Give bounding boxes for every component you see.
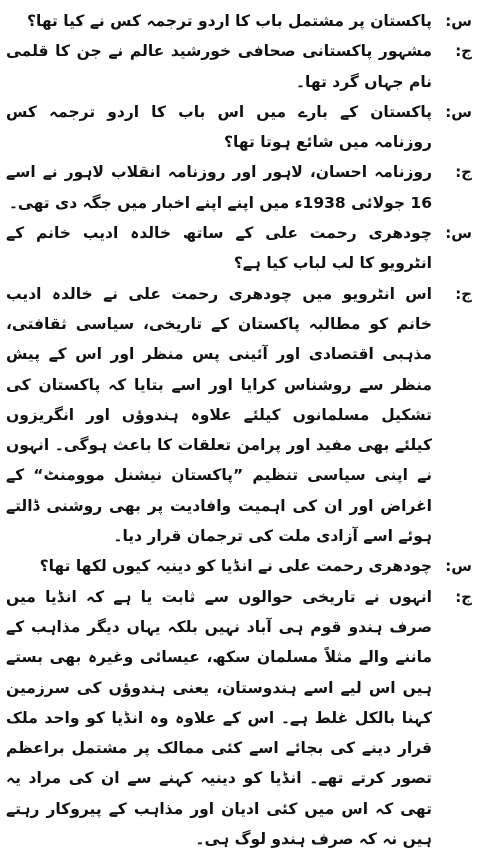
question-marker: س:: [445, 102, 472, 121]
answer-marker: ج:: [455, 163, 472, 182]
question-text: چودھری رحمت علی کے ساتھ خالدہ ادیب خانم کے انٹرویو کا لب لباب کیا ہے؟: [6, 224, 432, 273]
answer-text: مشہور پاکستانی صحافی خورشید عالم نے جن کا قلمی نام جہاں گرد تھا۔: [6, 42, 432, 91]
answer-text: روزنامہ احسان، لاہور اور روزنامہ انقلاب لاہور نے اسے 16 جولائی 1938ء میں اپنے اپنے اخبار میں جگہ دی تھی۔: [6, 163, 432, 212]
question-marker: س:: [445, 12, 472, 30]
answer-text: انہوں نے تاریخی حوالوں سے ثابت یا ہے کہ انڈیا میں صرف ہندو قوم ہی آباد نہیں بلکہ یہاں دیگر مذاہب کے ماننے والے مثلاً مسلمان سکھ، عیسائی وغیرہ بھی بستے ہیں اس لیے اسے ہندوستان، یعنی ہندوؤں کی سرزمین کہنا بالکل غلط ہے۔ اس کے علاوہ وہ انڈیا کو واحد ملک قرار دینے کی بجائے اسے کئی ممالک پر مشتمل براعظم تصور کرتے تھے۔ انڈیا کو دینیہ کہنے سے ان کی مراد یہ تھی کہ اس میں کئی ادیان اور مذاہب کے پیروکار رہتے ہیں نہ کہ صرف ہندو لوگ ہی۔: [6, 587, 432, 849]
question-marker: س:: [445, 224, 472, 243]
question-1: [6, 6, 472, 36]
question-text: چودھری رحمت علی نے انڈیا کو دینیہ کیوں لکھا تھا؟: [39, 557, 432, 576]
question-marker: س:: [445, 557, 472, 576]
question-3: [6, 218, 472, 279]
question-4: [6, 551, 472, 581]
answer-4: [6, 582, 472, 854]
question-2: [6, 97, 472, 158]
question-text: پاکستان کے بارے میں اس باب کا اردو ترجمہ کس روزنامہ میں شائع ہوتا تھا؟: [6, 102, 432, 152]
answer-marker: ج:: [455, 42, 472, 61]
answer-3: [6, 279, 472, 552]
answer-marker: ج:: [455, 284, 472, 303]
answer-2: [6, 157, 472, 218]
question-text: پاکستان پر مشتمل باب کا اردو ترجمہ کس نے کیا تھا؟: [27, 12, 432, 30]
answer-text: اس انٹرویو میں چودھری رحمت علی نے خالدہ ادیب خانم کو مطالبہ پاکستان کے تاریخی، سیاسی ثقافتی، مذہبی اقتصادی اور آئینی پس منظر اور اس کے پیش منظر سے روشناس کرایا اور اسے بتایا کہ پاکستان کی تشکیل مسلمانوں کیلئے علاوہ ہندوؤں اور انگریزوں کیلئے بھی مفید اور پرامن تعلقات کا باعث ہوگی۔ انہوں نے اپنی سیاسی تنظیم ”پاکستان نیشنل موومنٹ“ کے اغراض اور ان کی اہمیت وافادیت پر بھی روشنی ڈالتے ہوئے اسے آزادی ملت کی ترجمان قرار دیا۔: [6, 284, 432, 546]
answer-marker: ج:: [455, 587, 472, 606]
answer-1: [6, 36, 472, 97]
